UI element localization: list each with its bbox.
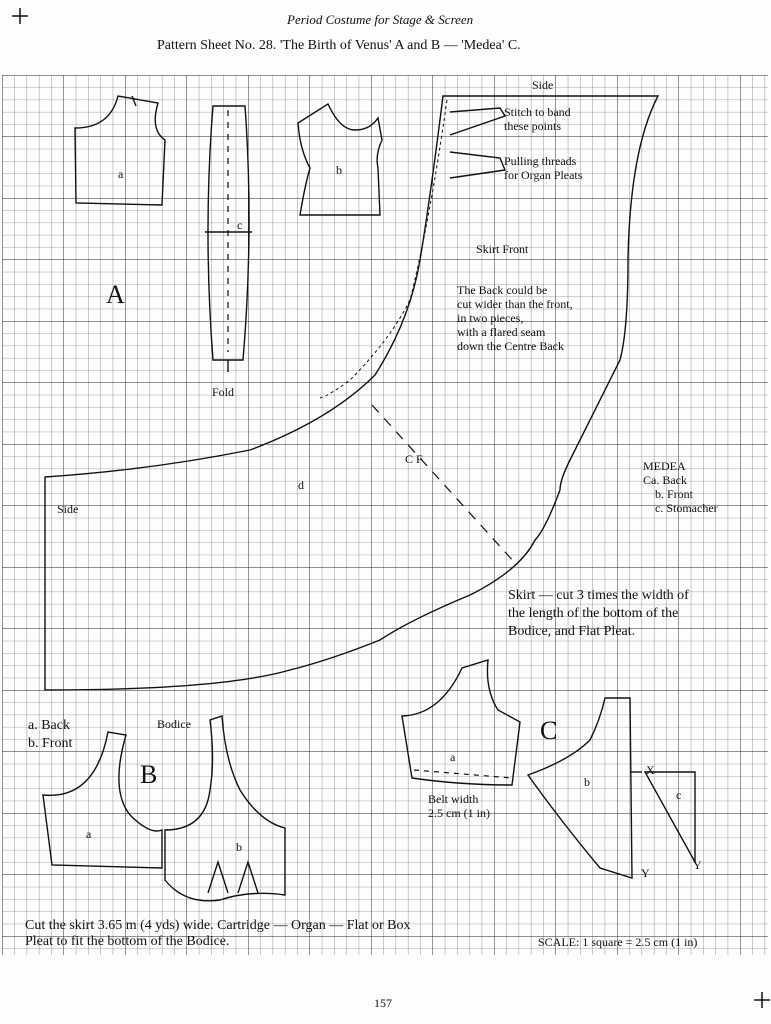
note-back-wider: The Back could be cut wider than the front, in two pieces, with a flared seam down the Centre Back <box>457 283 573 353</box>
section-label-c: C <box>540 716 558 745</box>
label-fold: Fold <box>212 385 235 399</box>
registration-mark-top-left <box>12 8 28 24</box>
section-label-b: B <box>140 760 158 789</box>
label-y-1: Y <box>641 866 650 880</box>
label-b-piece-a: a <box>86 827 92 841</box>
registration-mark-bottom-right <box>754 992 770 1008</box>
note-stitch-to-band: Stitch to band these points <box>504 105 571 133</box>
sheet-title: Pattern Sheet No. 28. 'The Birth of Venus' A and B — 'Medea' C. <box>157 38 521 53</box>
label-skirt-front: Skirt Front <box>476 242 529 256</box>
label-c-piece-b: b <box>584 775 590 789</box>
scale-note: SCALE: 1 square = 2.5 cm (1 in) <box>538 935 698 949</box>
label-centre-front: C F <box>405 452 423 466</box>
page-number: 157 <box>374 996 392 1010</box>
label-x-mark: X <box>646 763 655 777</box>
book-title: Period Costume for Stage & Screen <box>287 12 474 27</box>
label-piece-a: a <box>118 167 124 181</box>
label-b-piece-b: b <box>236 840 242 854</box>
label-c-piece-c: c <box>676 788 682 802</box>
label-y-2: Y <box>693 858 702 872</box>
legend-medea: MEDEA Ca. Back b. Front c. Stomacher <box>643 459 718 515</box>
label-c-piece-a: a <box>450 750 456 764</box>
label-piece-d: d <box>298 478 304 492</box>
section-label-a: A <box>106 280 125 309</box>
label-bodice: Bodice <box>157 717 191 731</box>
label-side-left: Side <box>57 502 79 516</box>
note-belt-width: Belt width 2.5 cm (1 in) <box>428 792 490 820</box>
note-skirt-cut: Skirt — cut 3 times the width of the length of the bottom of the Bodice, and Flat Pleat. <box>508 588 689 639</box>
label-piece-c: c <box>237 218 243 232</box>
legend-back-front: a. Back b. Front <box>28 718 73 751</box>
label-piece-b: b <box>336 163 342 177</box>
note-pulling-threads: Pulling threads for Organ Pleats <box>504 154 583 182</box>
note-cut-skirt: Cut the skirt 3.65 m (4 yds) wide. Cartridge — Organ — Flat or Box Pleat to fit the bottom of the Bodice. <box>25 918 411 949</box>
label-side-top: Side <box>532 78 554 92</box>
